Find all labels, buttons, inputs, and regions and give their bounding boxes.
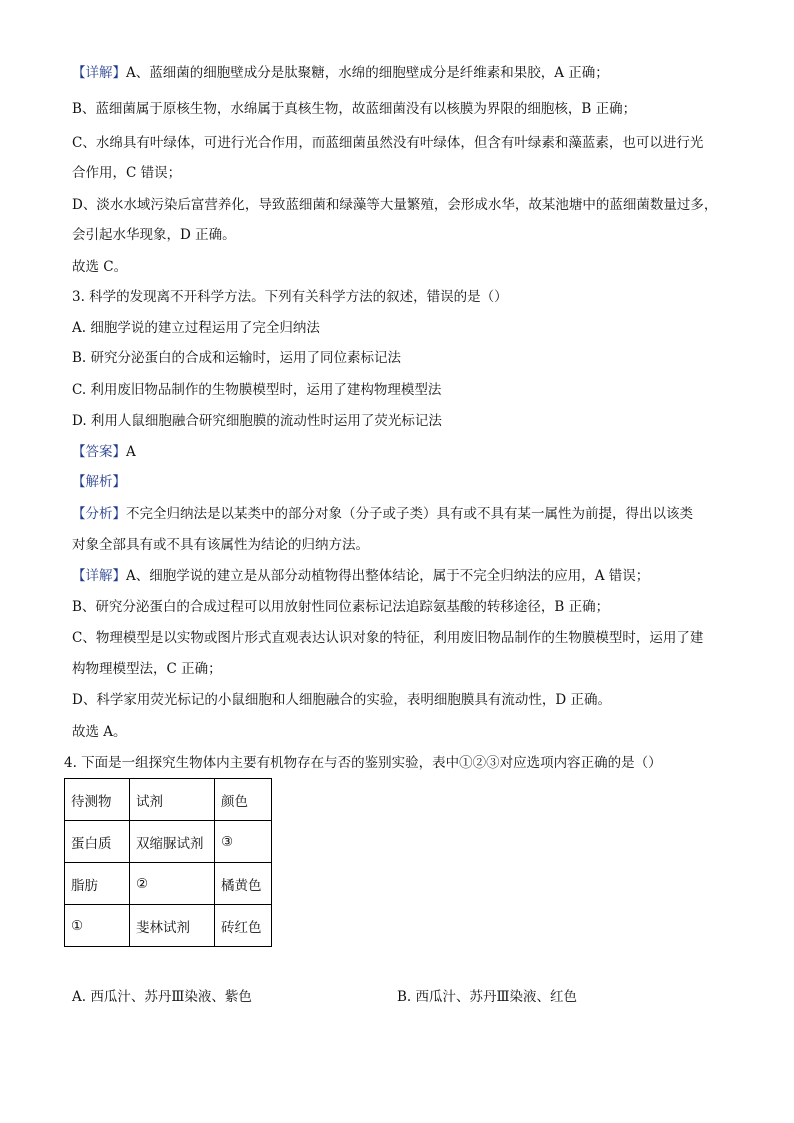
q3-option-b: B. 研究分泌蛋白的合成和运输时，运用了同位素标记法 <box>72 350 402 366</box>
table-cell: 双缩脲试剂 <box>130 821 215 863</box>
table-row <box>65 905 272 947</box>
table-cell: 砖红色 <box>215 905 272 947</box>
q2-explain-line-b: B、蓝细菌属于原核生物，水绵属于真核生物，故蓝细菌没有以核膜为界限的细胞核，B 正确； <box>72 101 637 117</box>
detail-tag: 【详解】 <box>72 65 126 81</box>
q3-analysis-tag: 【解析】 <box>72 474 126 490</box>
table-cell: 颜色 <box>215 779 272 821</box>
answer-tag: 【答案】 <box>72 444 126 460</box>
q4-stem: 4. 下面是一组探究生物体内主要有机物存在与否的鉴别实验，表中①②③对应选项内容正确的是（） <box>64 755 662 771</box>
answer-value: A <box>126 444 136 460</box>
q2-explain-line-d-cont: 会引起水华现象，D 正确。 <box>72 227 236 243</box>
table-cell: ① <box>65 905 130 947</box>
q2-explain-line-c-cont: 合作用，C 错误； <box>72 165 182 181</box>
q3-explain-line-b: B、研究分泌蛋白的合成过程可以用放射性同位素标记法追踪氨基酸的转移途径，B 正确； <box>72 599 610 615</box>
fenxi-tag: 【分析】 <box>72 506 126 522</box>
table-cell: 脂肪 <box>65 863 130 905</box>
table-cell: 待测物 <box>65 779 130 821</box>
q3-option-d: D. 利用人鼠细胞融合研究细胞膜的流动性时运用了荧光标记法 <box>72 413 442 429</box>
q4-table <box>64 778 272 947</box>
q3-fenxi-line-2: 对象全部具有或不具有该属性为结论的归纳方法。 <box>72 537 369 553</box>
q3-explain-line-c-cont: 构物理模型法，C 正确； <box>72 661 222 677</box>
q3-stem: 3. 科学的发现离不开科学方法。下列有关科学方法的叙述，错误的是（） <box>72 289 508 305</box>
table-header-row <box>65 779 272 821</box>
table-cell: 橘黄色 <box>215 863 272 905</box>
q3-explain-line-c: C、物理模型是以实物或图片形式直观表达认识对象的特征，利用废旧物品制作的生物膜模型时，运用了建 <box>72 630 704 646</box>
q3-option-c: C. 利用废旧物品制作的生物膜模型时，运用了建构物理模型法 <box>72 382 442 398</box>
q3-explain-line-a <box>72 566 649 586</box>
table-cell: ② <box>130 863 215 905</box>
q3-conclusion: 故选 A。 <box>72 724 127 740</box>
table-row <box>65 863 272 905</box>
table-cell: 斐林试剂 <box>130 905 215 947</box>
q3-option-a: A. 细胞学说的建立过程运用了完全归纳法 <box>72 320 320 336</box>
q2-explain-line-c: C、水绵具有叶绿体，可进行光合作用，而蓝细菌虽然没有叶绿体，但含有叶绿素和藻蓝素，也可以进行光 <box>72 135 704 151</box>
text: 不完全归纳法是以某类中的部分对象（分子或子类）具有或不具有某一属性为前提，得出以该类 <box>126 506 693 522</box>
table-cell: 试剂 <box>130 779 215 821</box>
text: A、细胞学说的建立是从部分动植物得出整体结论，属于不完全归纳法的应用，A 错误； <box>126 568 650 584</box>
table-row <box>65 821 272 863</box>
q2-explain-line-a <box>72 63 609 83</box>
text: A、蓝细菌的细胞壁成分是肽聚糖，水绵的细胞壁成分是纤维素和果胶，A 正确； <box>126 65 609 81</box>
q3-fenxi-line-1 <box>72 504 693 524</box>
table-cell: ③ <box>215 821 272 863</box>
q4-option-b: B. 西瓜汁、苏丹Ⅲ染液、红色 <box>397 989 578 1005</box>
q3-answer <box>72 442 136 462</box>
q3-explain-line-d: D、科学家用荧光标记的小鼠细胞和人细胞融合的实验，表明细胞膜具有流动性，D 正确。 <box>72 692 611 708</box>
q4-option-a: A. 西瓜汁、苏丹Ⅲ染液、紫色 <box>72 989 252 1005</box>
detail-tag: 【详解】 <box>72 568 126 584</box>
table-cell: 蛋白质 <box>65 821 130 863</box>
q2-conclusion: 故选 C。 <box>72 259 128 275</box>
q2-explain-line-d: D、淡水水域污染后富营养化，导致蓝细菌和绿藻等大量繁殖，会形成水华，故某池塘中的蓝细菌数量过多， <box>72 197 718 213</box>
